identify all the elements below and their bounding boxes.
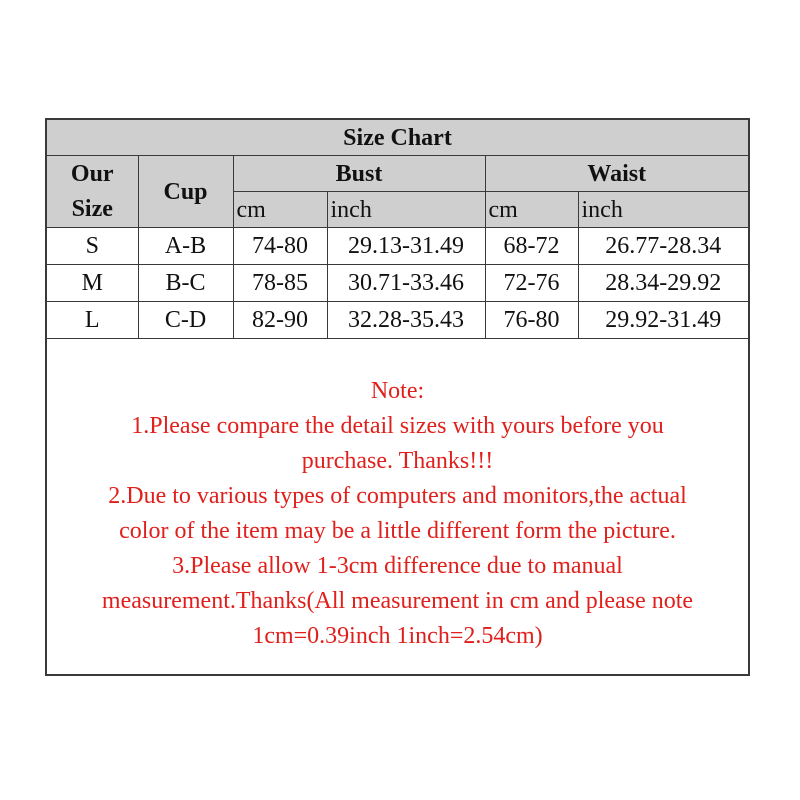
cell-bust-inch: 32.28-35.43 [327,302,485,339]
note-line: purchase. Thanks!!! [301,448,494,474]
header-bust-inch: inch [327,192,485,228]
cell-cup: C-D [138,302,233,339]
header-waist-inch: inch [578,192,748,228]
cell-waist-inch: 29.92-31.49 [578,302,748,339]
note-line: measurement.Thanks(All measurement in cm and please note [101,588,694,614]
header-our-size-line1: Our [70,160,114,187]
table-title: Size Chart [47,120,748,156]
title-row [47,120,748,156]
cell-size: L [47,302,138,339]
header-our-size-line2: Size [71,195,113,222]
cell-bust-inch: 30.71-33.46 [327,265,485,302]
cell-waist-inch: 28.34-29.92 [578,265,748,302]
table-row [47,265,748,302]
note-line: 2.Due to various types of computers and monitors,the actual [108,483,687,509]
header-row-1 [47,156,748,192]
header-bust-cm: cm [233,192,327,228]
cell-waist-cm: 72-76 [485,265,578,302]
header-cup: Cup [138,156,233,228]
header-waist: Waist [485,156,748,192]
cell-waist-cm: 76-80 [485,302,578,339]
cell-bust-inch: 29.13-31.49 [327,228,485,265]
size-chart-frame [45,118,750,676]
header-bust: Bust [233,156,485,192]
table-row [47,228,748,265]
note-line: 3.Please allow 1-3cm difference due to manual [172,553,623,579]
cell-waist-inch: 26.77-28.34 [578,228,748,265]
cell-size: M [47,265,138,302]
note-block [47,374,748,654]
cell-bust-cm: 82-90 [233,302,327,339]
size-chart-table [47,120,748,339]
table-row [47,302,748,339]
cell-cup: B-C [138,265,233,302]
cell-size: S [47,228,138,265]
cell-waist-cm: 68-72 [485,228,578,265]
header-waist-cm: cm [485,192,578,228]
note-line: color of the item may be a little different form the picture. [119,518,676,544]
note-line: 1.Please compare the detail sizes with yours before you [131,413,664,439]
cell-cup: A-B [138,228,233,265]
note-heading: Note: [370,378,425,404]
note-line: 1cm=0.39inch 1inch=2.54cm) [252,623,543,649]
cell-bust-cm: 78-85 [233,265,327,302]
header-our-size [47,156,138,228]
cell-bust-cm: 74-80 [233,228,327,265]
